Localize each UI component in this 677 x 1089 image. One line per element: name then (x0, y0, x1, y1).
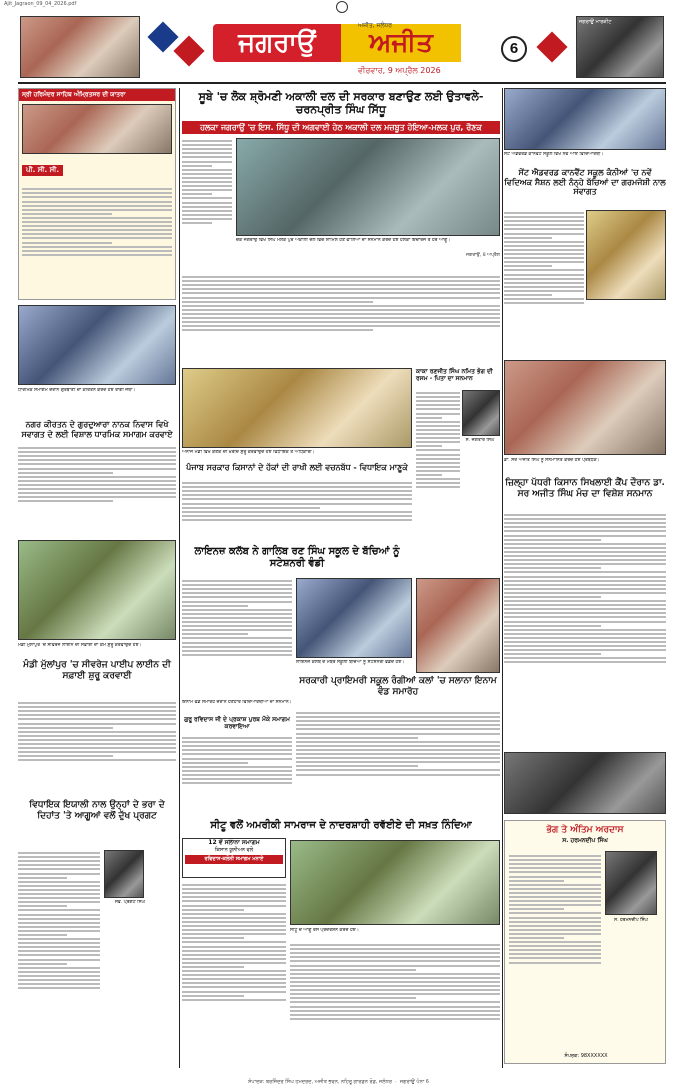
convent-body (504, 210, 584, 355)
masthead-ornament-right (533, 18, 573, 78)
school-headline: ਸਰਕਾਰੀ ਪ੍ਰਾਇਮਰੀ ਸਕੂਲ ਰੰਗੀਆਂ ਕਲਾਂ 'ਚ ਸਲਾਨਾ ਇਨਾਮ ਵੰਡ ਸਮਾਰੋਹ (299, 676, 497, 697)
masthead-left-photo (20, 16, 140, 78)
mandi-photo (182, 368, 412, 448)
citu-headline: ਸੀਟੂ ਵਲੋਂ ਅਮਰੀਕੀ ਸਾਮਰਾਜ ਦੇ ਨਾਦਰਸ਼ਾਹੀ ਰਵੱਈਏ ਦੀ ਸਖ਼ਤ ਨਿੰਦਿਆ (210, 820, 472, 831)
obituary-caption: ਸ. ਹਰਮਨਦੀਪ ਸਿੰਘ (614, 918, 648, 923)
obit-photo (462, 390, 500, 436)
print-slug: Ajit_Jagraon_09_04_2026.pdf (4, 1, 77, 7)
convent-photo-2 (586, 210, 666, 300)
kirtan-photo (18, 305, 176, 385)
citu-body (290, 942, 500, 1064)
lions-photo (296, 578, 412, 658)
small-box (182, 838, 286, 878)
column-rule (179, 88, 180, 1068)
footer: ਸੰਪਾਦਕ: ਬਰਜਿੰਦਰ ਸਿੰਘ ਹਮਦਰਦ, ਅਜੀਤ ਭਵਨ, ਨਹਿਰੂ ਗਾਰਡਨ ਰੋਡ, ਜਲੰਧਰ · ਜਗਰਾਉਂ ਪੰਨਾ 6 (248, 1079, 429, 1085)
lead-caption: ਚੌਂਕ ਜਗਰਾਉਂ ਵਿਖੇ ਸਿੰਘ ਮਲਕ ਪੁਰ ਅਕਾਲੀ ਦਲ ਵਿਚ ਸ਼ਾਮਿਲ ਹੋਣ ਵਾਲਿਆਂ ਦਾ ਸਨਮਾਨ ਕਰਦੇ ਹੋਏ ਹਲਕਾ ਇੰਚਾਰਜ ਤੇ ਹੋਰ ਆਗੂ। (236, 238, 451, 243)
edition-tag: ਅਜੀਤ, ਜਲੰਧਰ (358, 22, 393, 29)
masthead-logo (213, 20, 493, 66)
small-box-headline: 12 ਵੇਂ ਸਲਾਨਾ ਸਮਾਗਮ (208, 839, 260, 846)
condolence-photo (104, 850, 144, 898)
mandi-body (182, 480, 412, 542)
camp-photo (504, 360, 666, 455)
convent-caption: ਸੇਂਟ ਐਡਵਰਡ ਕਾਨਵੈਂਟ ਸਕੂਲ ਵਿਖੇ ਨਵੇਂ ਆਏ ਵਿਦਿਆਰਥੀ। (504, 152, 604, 157)
sewerage-caption: ਮੰਡੀ ਮੁੱਲਾਂਪੁਰ 'ਚ ਸੀਵਰੇਜ ਲਾਈਨ ਦੀ ਸਫ਼ਾਈ ਦਾ ਕੰਮ ਸ਼ੁਰੂ ਕਰਵਾਉਂਦੇ ਹੋਏ। (18, 643, 142, 648)
obituary-contact: ਸੰਪਰਕ: 98XXXXXX (564, 1053, 608, 1059)
masthead-title-jagraon: ਜਗਰਾਉਂ (213, 24, 341, 62)
obit-headline: ਕਾਕਾ ਰਣਜੀਤ ਸਿੰਘ ਨਮਿਤ ਭੋਗ ਦੀ ਰਸਮ - ਪਿਤਾ ਦਾ ਸਨਮਾਨ (416, 368, 493, 383)
masthead-right-photo (576, 16, 664, 78)
convent-photo (504, 88, 666, 150)
footer-page-ref: ਜਗਰਾਉਂ ਪੰਨਾ 6 (399, 1079, 429, 1085)
camp-caption: ਡਾ. ਸਰ ਅਜੀਤ ਸਿੰਘ ਨੂੰ ਸਨਮਾਨਿਤ ਕਰਦੇ ਹੋਏ ਪ੍ਰਬੰਧਕ। (504, 458, 600, 463)
obituary-body (509, 853, 601, 1023)
obituary-ad (504, 820, 666, 1064)
ravidas-body (182, 735, 292, 815)
kirtan-body (18, 445, 176, 535)
lead-headline: ਸੂਬੇ 'ਚ ਲੋਕ ਸ਼੍ਰੋਮਣੀ ਅਕਾਲੀ ਦਲ ਦੀ ਸਰਕਾਰ ਬਣਾਉਣ ਲਈ ਉਤਾਵਲੇ-ਚਰਨਪ੍ਰੀਤ ਸਿੰਘ ਸਿੱਧੂ (198, 90, 484, 117)
camp-body (504, 512, 666, 747)
small-box-band: ਰਵਿਦਾਸ-ਕਲੋਨੀ ਸਮਾਗਮ ਮਨਾਏ (185, 855, 283, 864)
mandi-caption: ਅਨਾਜ ਮੰਡੀ ਵਿਖੇ ਕਣਕ ਦੀ ਖ਼ਰੀਦ ਸ਼ੁਰੂ ਕਰਵਾਉਂਦੇ ਹੋਏ ਵਿਧਾਇਕ ਤੇ ਅਧਿਕਾਰੀ। (182, 450, 315, 455)
lions-body (182, 578, 292, 698)
condolence-headline: ਵਿਧਾਇਕ ਇਯਾਲੀ ਨਾਲ ਉਨ੍ਹਾਂ ਦੇ ਭਰਾ ਦੇ ਦਿਹਾਂਤ 'ਤੇ ਆਗੂਆਂ ਵਲੋਂ ਦੁੱਖ ਪ੍ਰਗਟ (29, 800, 165, 821)
kirtan-caption: ਧਾਰਮਿਕ ਸਮਾਗਮ ਦੌਰਾਨ ਗੁਰਬਾਣੀ ਦਾ ਕੀਰਤਨ ਕਰਦੇ ਹੋਏ ਰਾਗੀ ਜਥਾ। (18, 388, 136, 393)
citu-caption: ਸੀਟੂ ਦੇ ਆਗੂ ਰੋਸ ਪ੍ਰਦਰਸ਼ਨ ਕਰਦੇ ਹੋਏ। (290, 928, 359, 933)
lead-byline: ਜਗਰਾਉਂ, 8 ਅਪ੍ਰੈਲ (466, 253, 500, 258)
sewerage-photo (18, 540, 176, 640)
kirtan-headline: ਨਗਰ ਕੀਰਤਨ ਦੇ ਗੁਰਦੁਆਰਾ ਨਾਨਕ ਨਿਵਾਸ ਵਿਖੇ ਸਵਾਗਤ ਦੇ ਲਈ ਵਿਸ਼ਾਲ ਧਾਰਮਿਕ ਸਮਾਗਮ ਕਰਵਾਏ (21, 419, 173, 439)
camp-headline: ਜ਼ਿਲ੍ਹਾ ਪੱਧਰੀ ਕਿਸਾਨ ਸਿਖਲਾਈ ਕੈਂਪ ਦੌਰਾਨ ਡਾ. ਸਰ ਅਜੀਤ ਸਿੰਘ ਮੰਚ ਦਾ ਵਿਸ਼ੇਸ਼ ਸਨਮਾਨ (505, 478, 665, 499)
footer-address: ਸੰਪਾਦਕ: ਬਰਜਿੰਦਰ ਸਿੰਘ ਹਮਦਰਦ, ਅਜੀਤ ਭਵਨ, ਨਹਿਰੂ ਗਾਰਡਨ ਰੋਡ, ਜਲੰਧਰ (248, 1079, 392, 1085)
left-ad (18, 88, 176, 300)
school-caption: ਇਨਾਮ ਵੰਡ ਸਮਾਰੋਹ ਦੌਰਾਨ ਹੋਣਹਾਰ ਵਿਦਿਆਰਥੀਆਂ ਦਾ ਸਨਮਾਨ। (182, 700, 292, 705)
lead-photo (236, 138, 500, 236)
convent-headline: ਸੇਂਟ ਐਡਵਰਡ ਕਾਨਵੈਂਟ ਸਕੂਲ ਕੰਨੀਆਂ 'ਚ ਨਵੇਂ ਵਿਦਿਅਕ ਸੈਸ਼ਨ ਲਈ ਨੰਨ੍ਹੇ ਬੱਚਿਆਂ ਦਾ ਗਰਮਜੋਸ਼ੀ ਨਾਲ ਸਵਾਗਤ (504, 167, 666, 197)
obit-caption: ਸ. ਜਗਤਾਰ ਸਿੰਘ (465, 438, 495, 443)
condolence-caption: ਸਵ. ਪ੍ਰਗਟ ਸਿੰਘ (114, 900, 146, 905)
masthead-ornament-left (148, 18, 208, 78)
obituary-title: ਭੋਗ ਤੇ ਅੰਤਿਮ ਅਰਦਾਸ (546, 825, 624, 835)
lead-body-col1 (182, 138, 232, 270)
masthead-title-ajit: ਅਜੀਤ (341, 24, 461, 62)
masthead-date: ਵੀਰਵਾਰ, 9 ਅਪ੍ਰੈਲ 2026 (358, 66, 441, 75)
small-box-body (182, 882, 286, 1062)
left-ad-title: ਸ੍ਰੀ ਹਰਿਮੰਦਰ ਸਾਹਿਬ ਅੰਮ੍ਰਿਤਸਰ ਦੀ ਯਾਤਰਾ (19, 89, 175, 101)
lions-caption: ਲਾਇਨਜ਼ ਕਲੱਬ ਦੇ ਮੈਂਬਰ ਸਕੂਲੀ ਬੱਚਿਆਂ ਨੂੰ ਸਟੇਸ਼ਨਰੀ ਵੰਡਦੇ ਹੋਏ। (296, 660, 405, 665)
condolence-body (18, 850, 100, 1065)
page-number: 6 (501, 36, 527, 62)
school-body (296, 710, 500, 815)
ravidas-headline: ਗੁਰੂ ਰਵਿਦਾਸ ਜੀ ਦੇ ਪ੍ਰਕਾਸ਼ ਪੁਰਬ ਮੌਕੇ ਸਮਾਗਮ ਕਰਵਾਇਆ (184, 716, 290, 731)
obituary-name: ਸ. ਹਰਮਨਦੀਪ ਸਿੰਘ (562, 837, 608, 844)
masthead (18, 14, 666, 84)
left-ad-highlight: ਪੀ. ਸੀ. ਸੀ. (22, 165, 63, 176)
lead-body-col2 (182, 274, 500, 364)
small-box-subhead: ਕਿਸਾਨ ਯੂਨੀਅਨ ਵਲੋਂ (214, 847, 254, 853)
school-photo (416, 578, 500, 673)
masthead-right-photo-label: ਜਗਰਾਉਂ ਮਾਰਕੀਟ (579, 19, 612, 25)
citu-photo (290, 840, 500, 925)
right-lower-photo (504, 752, 666, 814)
sewerage-body (18, 700, 176, 795)
column-rule (502, 88, 503, 1068)
mandi-headline: ਪੰਜਾਬ ਸਰਕਾਰ ਕਿਸਾਨਾਂ ਦੇ ਹੱਕਾਂ ਦੀ ਰਾਖੀ ਲਈ ਵਚਨਬੱਧ - ਵਿਧਾਇਕ ਮਾਣੂਕੇ (186, 462, 408, 472)
obituary-photo (605, 851, 657, 915)
registration-mark-icon (336, 1, 348, 13)
sewerage-headline: ਮੰਡੀ ਮੁੱਲਾਂਪੁਰ 'ਚ ਸੀਵਰੇਜ ਪਾਈਪ ਲਾਈਨ ਦੀ ਸਫ਼ਾਈ ਸ਼ੁਰੂ ਕਰਵਾਈ (23, 660, 171, 681)
left-ad-photo (22, 104, 172, 154)
lions-headline: ਲਾਇਨਜ਼ ਕਲੱਬ ਨੇ ਗਾਲਿਬ ਰਣ ਸਿੰਘ ਸਕੂਲ ਦੇ ਬੱਚਿਆਂ ਨੂੰ ਸਟੇਸ਼ਨਰੀ ਵੰਡੀ (194, 546, 400, 569)
obit-body (416, 390, 460, 542)
lead-subhead: ਹਲਕਾ ਜਗਰਾਉਂ 'ਚ ਇਸ. ਸਿੱਧੂ ਦੀ ਅਗਵਾਈ ਹੇਠ ਅਕਾਲੀ ਦਲ ਮਜ਼ਬੂਤ ਹੋਇਆ-ਮਲਕ ਪੁਰ, ਰੌਣਕ (182, 121, 500, 134)
